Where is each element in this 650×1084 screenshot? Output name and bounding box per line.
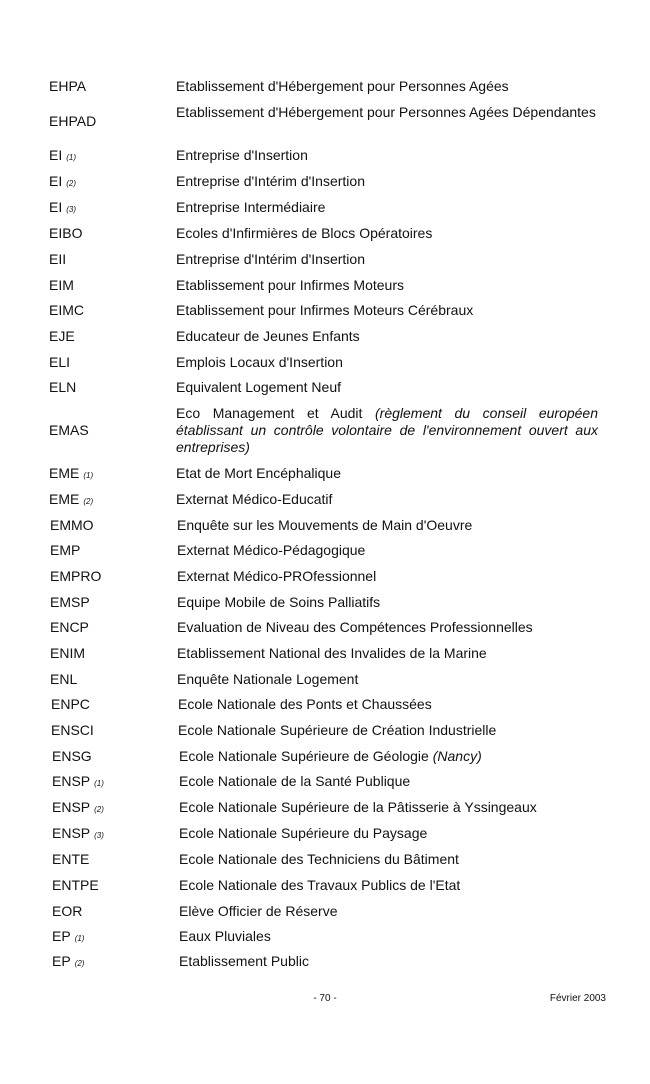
abbreviation-text: ELN — [49, 379, 77, 395]
entry-definition — [179, 748, 601, 765]
definition-text: Externat Médico-Pédagogique — [177, 542, 366, 558]
definition-text: Etablissement pour Infirmes Moteurs Cérébraux — [176, 302, 474, 318]
entry-definition — [179, 903, 601, 920]
entry-definition — [176, 147, 598, 164]
abbreviation-index: (2) — [83, 497, 94, 506]
abbreviation-text: ENTE — [52, 851, 90, 867]
abbreviation-text: EI — [49, 147, 63, 163]
abbreviation-text: ENSG — [52, 748, 92, 764]
entry-abbreviation — [52, 903, 82, 920]
entry-definition — [177, 542, 599, 559]
entry-definition — [176, 405, 598, 456]
definition-text: Ecoles d'Infirmières de Blocs Opératoires — [176, 225, 433, 241]
entry-abbreviation — [49, 277, 74, 294]
entry-abbreviation — [49, 465, 93, 484]
entry-abbreviation — [52, 928, 84, 947]
definition-text: Ecole Nationale Supérieure de la Pâtisserie à Yssingeaux — [179, 799, 537, 815]
page-number: - 70 - — [313, 993, 337, 1004]
entry-definition — [179, 851, 601, 868]
abbreviation-text: EMP — [50, 542, 81, 558]
entry-definition — [176, 104, 598, 121]
entry-abbreviation — [50, 517, 94, 534]
definition-text: Entreprise Intermédiaire — [176, 199, 326, 215]
definition-text: Externat Médico-Educatif — [176, 491, 333, 507]
entry-definition — [177, 568, 599, 585]
abbreviation-text: EII — [49, 251, 67, 267]
abbreviation-text: EIBO — [49, 225, 83, 241]
definition-note: (Nancy) — [432, 748, 482, 764]
definition-text: Elève Officier de Réserve — [179, 903, 338, 919]
entry-definition — [179, 799, 601, 816]
definition-text: Ecole Nationale Supérieure de Géologie — [179, 748, 429, 764]
entry-definition — [176, 302, 598, 319]
entry-definition — [176, 354, 598, 371]
definition-text: Etablissement Public — [179, 953, 309, 969]
abbreviation-text: ENTPE — [52, 877, 99, 893]
entry-abbreviation — [52, 877, 99, 894]
entry-abbreviation — [52, 799, 104, 818]
abbreviation-index: (1) — [66, 153, 77, 162]
entry-definition — [176, 173, 598, 190]
entry-abbreviation — [49, 328, 75, 345]
abbreviation-index: (3) — [66, 205, 77, 214]
definition-text: Externat Médico-PROfessionnel — [177, 568, 377, 584]
definition-text: Ecole Nationale Supérieure du Paysage — [179, 825, 428, 841]
entry-abbreviation — [49, 225, 82, 242]
abbreviation-text: ENCP — [50, 619, 89, 635]
definition-note: (règlement du conseil européen établissant un contrôle volontaire de l'environnement ouvert aux entreprises) — [176, 405, 599, 455]
abbreviation-text: ENL — [50, 671, 78, 687]
definition-text: Educateur de Jeunes Enfants — [176, 328, 360, 344]
entry-definition — [176, 251, 598, 268]
abbreviation-text: EIMC — [49, 302, 84, 318]
definition-text: Ecole Nationale de la Santé Publique — [179, 773, 411, 789]
entry-abbreviation — [49, 199, 76, 218]
definition-text: Ecole Nationale Supérieure de Création Industrielle — [178, 722, 497, 738]
entry-abbreviation — [49, 491, 93, 510]
definition-text: Eaux Pluviales — [179, 928, 271, 944]
abbreviation-text: ENSP — [52, 825, 91, 841]
abbreviation-text: EMMO — [50, 517, 94, 533]
entry-definition — [176, 491, 598, 508]
abbreviation-text: EMPRO — [50, 568, 102, 584]
abbreviation-text: ENSP — [52, 773, 91, 789]
abbreviation-text: ENSP — [52, 799, 91, 815]
footer-date: Février 2003 — [549, 993, 606, 1004]
definition-text: Ecole Nationale des Techniciens du Bâtiment — [179, 851, 459, 867]
entry-abbreviation — [52, 953, 84, 972]
entry-definition — [177, 619, 599, 636]
definition-text: Entreprise d'Insertion — [176, 147, 308, 163]
definition-text: Equipe Mobile de Soins Palliatifs — [177, 594, 381, 610]
entry-definition — [176, 465, 598, 482]
definition-text: Enquête Nationale Logement — [177, 671, 359, 687]
definition-text: Entreprise d'Intérim d'Insertion — [176, 251, 365, 267]
entry-definition — [176, 328, 598, 345]
abbreviation-index: (3) — [94, 831, 104, 840]
definition-text: Etablissement National des Invalides de la Marine — [177, 645, 487, 661]
entry-abbreviation — [49, 354, 70, 371]
entry-definition — [176, 277, 598, 294]
abbreviation-text: EIM — [49, 277, 74, 293]
definition-text: Eco Management et Audit — [176, 405, 363, 421]
abbreviation-text: EI — [49, 199, 63, 215]
abbreviation-text: EI — [49, 173, 63, 189]
abbreviation-text: EJE — [49, 328, 75, 344]
abbreviation-text: EMAS — [49, 422, 89, 438]
entry-abbreviation — [50, 671, 77, 688]
entry-definition — [176, 199, 598, 216]
entry-abbreviation — [49, 251, 66, 268]
abbreviation-text: EMSP — [50, 594, 90, 610]
abbreviation-text: EP — [52, 953, 71, 969]
entry-definition — [176, 225, 598, 242]
entry-definition — [177, 594, 599, 611]
entry-abbreviation — [49, 113, 96, 130]
abbreviation-text: EME — [49, 491, 80, 507]
entry-abbreviation — [50, 542, 80, 559]
abbreviation-index: (1) — [83, 471, 94, 480]
entry-abbreviation — [51, 722, 94, 739]
definition-text: Enquête sur les Mouvements de Main d'Oeuvre — [177, 517, 473, 533]
entry-abbreviation — [50, 568, 101, 585]
abbreviation-text: ENIM — [50, 645, 85, 661]
entry-definition — [179, 928, 601, 945]
entry-abbreviation — [52, 825, 104, 844]
entry-abbreviation — [49, 173, 76, 192]
entry-definition — [179, 773, 601, 790]
abbreviation-text: EHPA — [49, 78, 87, 94]
definition-text: Ecole Nationale des Travaux Publics de l'Etat — [179, 877, 461, 893]
definition-text: Equivalent Logement Neuf — [176, 379, 341, 395]
abbreviation-text: EHPAD — [49, 113, 97, 129]
abbreviation-index: (2) — [66, 179, 77, 188]
definition-text: Emplois Locaux d'Insertion — [176, 354, 343, 370]
entry-abbreviation — [49, 78, 86, 95]
entry-definition — [178, 696, 600, 713]
entry-abbreviation — [50, 594, 90, 611]
abbreviation-text: EOR — [52, 903, 83, 919]
entry-abbreviation — [49, 147, 76, 166]
entry-abbreviation — [49, 302, 84, 319]
definition-text: Ecole Nationale des Ponts et Chaussées — [178, 696, 432, 712]
definition-text: Etablissement d'Hébergement pour Personnes Agées — [176, 78, 509, 94]
entry-definition — [176, 379, 598, 396]
entry-definition — [179, 877, 601, 894]
entry-abbreviation — [52, 773, 104, 792]
abbreviation-text: EME — [49, 465, 80, 481]
entry-definition — [179, 825, 601, 842]
definition-text: Entreprise d'Intérim d'Insertion — [176, 173, 365, 189]
abbreviation-text: EP — [52, 928, 71, 944]
entry-definition — [176, 78, 598, 95]
entry-abbreviation — [52, 748, 92, 765]
abbreviation-index: (2) — [74, 959, 85, 968]
entry-abbreviation — [49, 422, 89, 439]
entry-definition — [177, 671, 599, 688]
entry-definition — [178, 722, 600, 739]
abbreviation-text: ELI — [49, 354, 71, 370]
abbreviation-index: (2) — [94, 805, 104, 814]
entry-abbreviation — [50, 619, 89, 636]
abbreviation-text: ENSCI — [51, 722, 94, 738]
abbreviation-index: (1) — [94, 779, 104, 788]
definition-text: Etat de Mort Encéphalique — [176, 465, 341, 481]
entry-definition — [177, 517, 599, 534]
definition-text: Etablissement d'Hébergement pour Personnes Agées Dépendantes — [176, 104, 596, 120]
entry-abbreviation — [51, 696, 90, 713]
entry-abbreviation — [49, 379, 76, 396]
entry-definition — [179, 953, 601, 970]
entry-definition — [177, 645, 599, 662]
entry-abbreviation — [52, 851, 89, 868]
definition-text: Evaluation de Niveau des Compétences Professionnelles — [177, 619, 533, 635]
abbreviation-text: ENPC — [51, 696, 90, 712]
abbreviation-index: (1) — [74, 934, 85, 943]
definition-text: Etablissement pour Infirmes Moteurs — [176, 277, 404, 293]
entry-abbreviation — [50, 645, 85, 662]
